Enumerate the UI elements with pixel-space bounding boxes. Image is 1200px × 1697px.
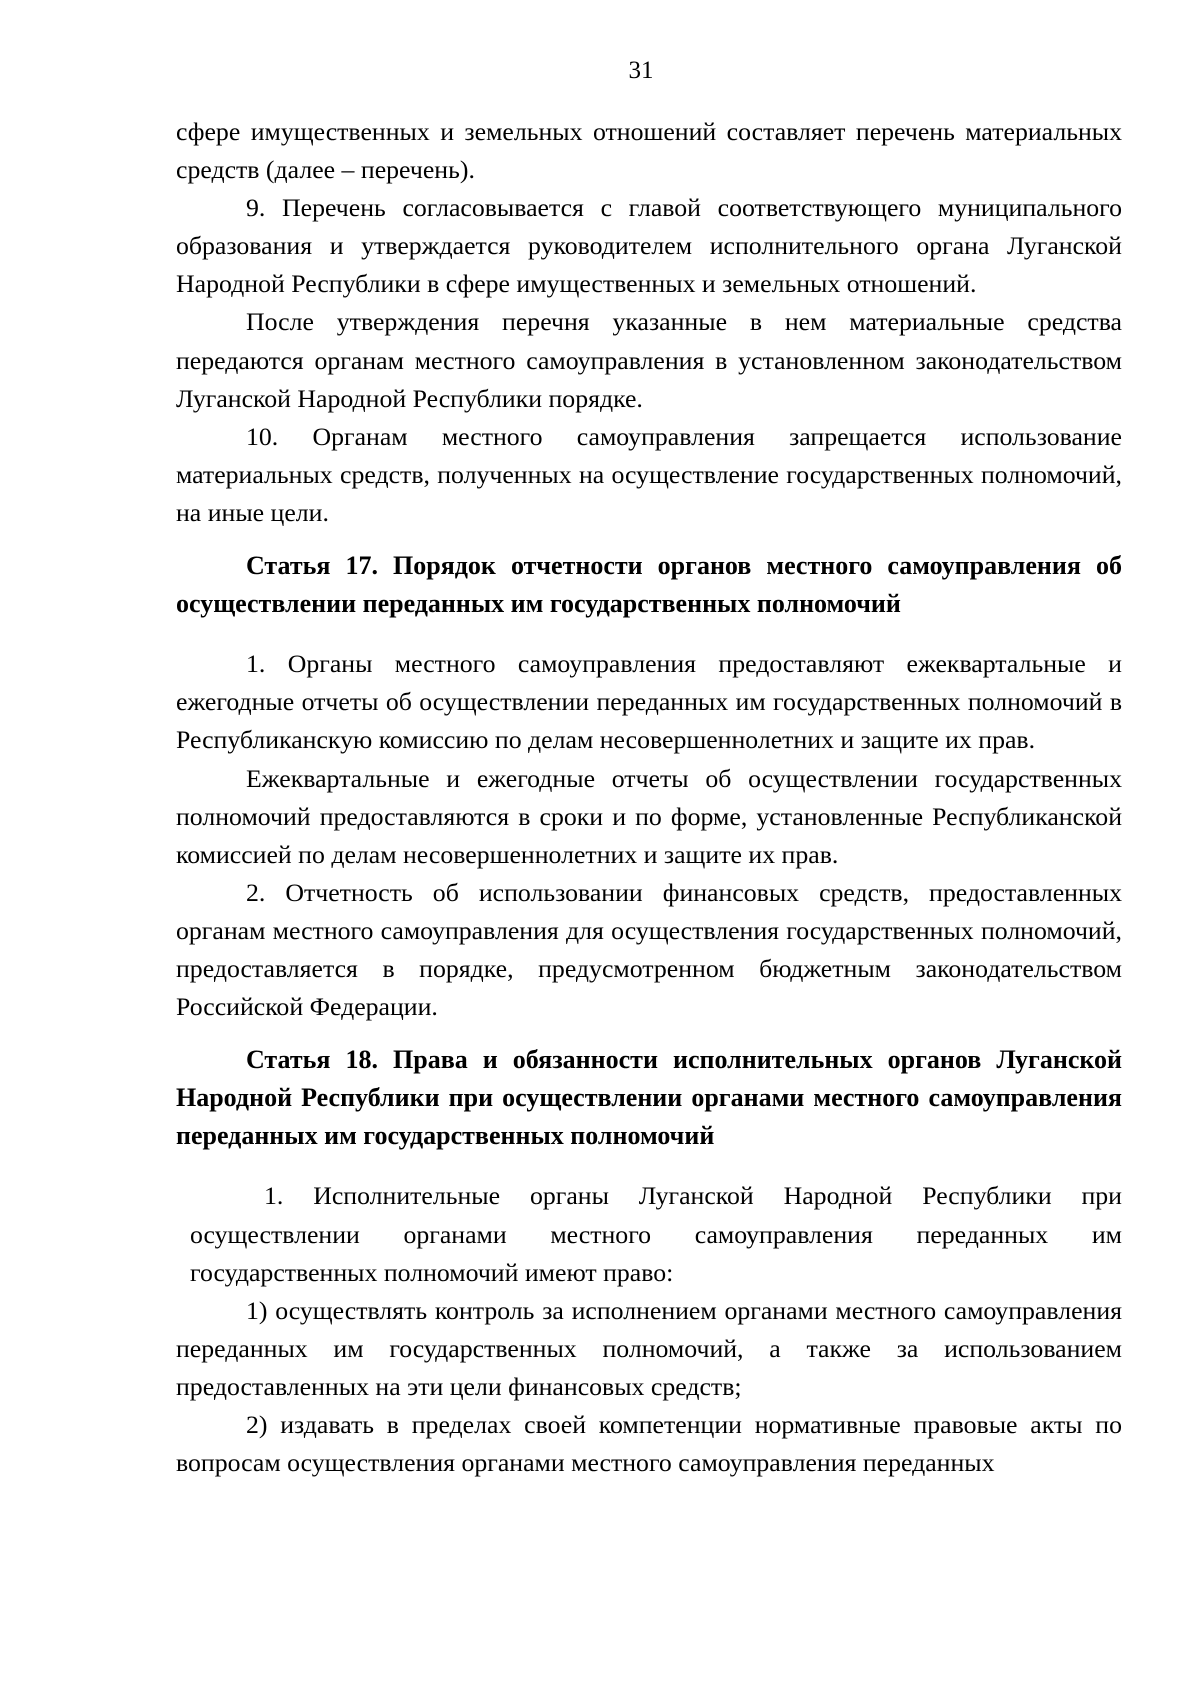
paragraph-continuation: сфере имущественных и земельных отношений составляет перечень материальных средств (далее – перечень). (176, 117, 1122, 185)
article-17-paragraph: 1. Органы местного самоуправления предоставляют ежеквартальные и ежегодные отчеты об осуществлении переданных им государственных полномочий в Республиканскую комиссию по делам несовершеннолетних и защите их прав. (176, 649, 1122, 755)
article-18-paragraph: 2) издавать в пределах своей компетенции нормативные правовые акты по вопросам осуществления органами местного самоуправления переданных (176, 1410, 1122, 1478)
article-17-paragraph: 2. Отчетность об использовании финансовых средств, предоставленных органам местного самоуправления для осуществления государственных полномочий, предоставляется в порядке, предусмотренном бюджетным законодательством Российской Федерации. (176, 877, 1122, 1022)
article-18-paragraph: 1) осуществлять контроль за исполнением органами местного самоуправления переданных им государственных полномочий, а также за использованием предоставленных на эти цели финансовых средств; (176, 1295, 1122, 1401)
article-18-paragraph: 1. Исполнительные органы Луганской Народной Республики при осуществлении органами местного самоуправления переданных им государственных полномочий имеют право: (190, 1181, 1122, 1287)
document-body (176, 113, 1122, 1482)
article-17-paragraph: Ежеквартальные и ежегодные отчеты об осуществлении государственных полномочий предоставляются в сроки и по форме, установленные Республиканской комиссией по делам несовершеннолетних и защите их прав. (176, 763, 1122, 869)
paragraph-item-10: 10. Органам местного самоуправления запрещается использование материальных средств, полученных на осуществление государственных полномочий, на иные цели. (176, 421, 1122, 527)
paragraph-after-approval: После утверждения перечня указанные в нем материальные средства передаются органам местного самоуправления в установленном законодательством Луганской Народной Республики порядке. (176, 307, 1122, 413)
article-17-heading: Статья 17. Порядок отчетности органов местного самоуправления об осуществлении переданных им государственных полномочий (176, 551, 1122, 619)
page-number: 31 (628, 57, 654, 84)
paragraph-item-9: 9. Перечень согласовывается с главой соответствующего муниципального образования и утверждается руководителем исполнительного органа Луганской Народной Республики в сфере имущественных и земельных отношений. (176, 193, 1122, 299)
article-18-heading: Статья 18. Права и обязанности исполнительных органов Луганской Народной Республики при осуществлении органами местного самоуправления переданных им государственных полномочий (176, 1045, 1122, 1151)
